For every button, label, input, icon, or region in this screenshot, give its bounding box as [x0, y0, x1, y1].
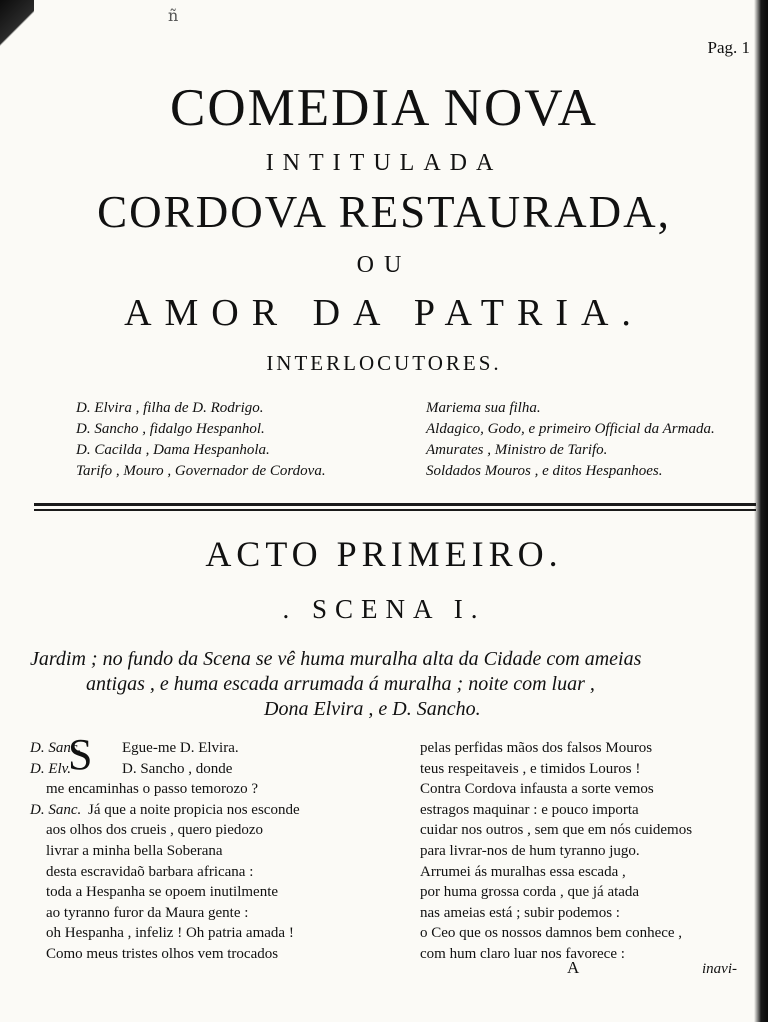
speaker-label: D. Elv. — [30, 760, 71, 777]
dialogue-line — [30, 841, 406, 862]
dialogue-line — [30, 759, 406, 780]
title-intitulada: INTITULADA — [265, 150, 503, 176]
drop-capital: S — [68, 730, 93, 779]
dialogue-line: cuidar nos outros , sem que em nós cuidemos — [420, 822, 693, 839]
cast-entry: Tarifo , Mouro , Governador de Cordova. — [76, 463, 326, 479]
dialogue-text: Como meus tristes olhos vem trocados — [46, 945, 279, 962]
stage-direction-line: Jardim ; no fundo da Scena se vê huma muralha alta da Cidade com ameias — [30, 648, 642, 670]
scene-heading: . SCENA I. — [282, 594, 486, 624]
cast-entry: Soldados Mouros , e ditos Hespanhoes. — [426, 463, 663, 479]
interlocutores-heading: INTERLOCUTORES. — [266, 351, 502, 375]
dialogue-text: aos olhos dos crueis , quero piedozo — [46, 822, 264, 839]
dialogue-line: Contra Cordova infausta a sorte vemos — [420, 781, 654, 798]
page-label: Pag. 1 — [707, 38, 750, 57]
cast-entry: D. Elvira , filha de D. Rodrigo. — [76, 400, 264, 416]
dialogue-line: Arrumei ás muralhas essa escada , — [420, 863, 626, 880]
title-ou: OU — [356, 252, 412, 278]
dialogue-line: por huma grossa corda , que já atada — [420, 884, 640, 901]
dialogue-line: o Ceo que os nossos damnos bem conhece , — [420, 925, 683, 942]
dialogue-line: pelas perfidas mãos dos falsos Mouros — [420, 740, 653, 756]
stage-direction-line: Dona Elvira , e D. Sancho. — [264, 698, 481, 720]
dialogue-line — [30, 903, 406, 924]
dialogue-text: livrar a minha bella Soberana — [46, 842, 223, 859]
dialogue-line — [30, 882, 406, 903]
cast-entry: Mariema sua filha. — [426, 400, 541, 416]
dialogue-line: para livrar-nos de hum tyranno jugo. — [420, 842, 640, 859]
dialogue-line — [30, 820, 406, 841]
dialogue-text: oh Hespanha , infeliz ! Oh patria amada ! — [46, 925, 294, 942]
cast-entry: Amurates , Ministro de Tarifo. — [426, 442, 608, 458]
divider-rule — [34, 509, 756, 511]
dialogue-text: toda a Hespanha se opoem inutilmente — [46, 884, 279, 901]
dialogue-line: nas ameias está ; subir podemos : — [420, 904, 620, 921]
cast-list-right — [426, 398, 761, 482]
title-amor-da-patria: AMOR DA PATRIA. — [124, 292, 644, 334]
catchword: inavi- — [702, 961, 737, 977]
signature-mark: A — [567, 958, 580, 977]
dialogue-text: me encaminhas o passo temorozo ? — [46, 781, 259, 798]
stage-direction-line: antigas , e huma escada arrumada á muralha ; noite com luar , — [86, 673, 595, 695]
cast-list-left — [76, 398, 406, 482]
dialogue-text: desta escravidaõ barbara africana : — [46, 863, 254, 880]
dialogue-line — [30, 944, 406, 965]
dialogue-text: Egue-me D. Elvira. — [122, 740, 239, 756]
dialogue-line — [30, 779, 406, 800]
divider-rule — [34, 503, 756, 506]
dialogue-column-right — [420, 738, 760, 965]
dialogue-line — [30, 862, 406, 883]
dialogue-line — [30, 923, 406, 944]
title-cordova-restaurada: CORDOVA RESTAURADA, — [97, 187, 671, 237]
dialogue-line: com hum claro luar nos favorece : — [420, 945, 625, 962]
dialogue-line — [30, 800, 406, 821]
dialogue-column-left — [30, 738, 406, 965]
dialogue-text: ao tyranno furor da Maura gente : — [46, 904, 249, 921]
act-heading: ACTO PRIMEIRO. — [205, 534, 563, 574]
cast-entry: D. Cacilda , Dama Hespanhola. — [76, 442, 270, 458]
dialogue-text: Já que a noite propicia nos esconde — [88, 801, 300, 818]
speaker-label: D. Sanc. — [30, 740, 82, 756]
cast-entry: D. Sancho , fidalgo Hespanhol. — [76, 421, 265, 437]
dialogue-line — [30, 738, 406, 759]
torn-corner — [0, 0, 34, 46]
dialogue-line: estragos maquinar : e pouco importa — [420, 801, 639, 818]
title-comedia-nova: COMEDIA NOVA — [170, 79, 598, 137]
dialogue-text: D. Sancho , donde — [122, 760, 233, 777]
cast-entry: Aldagico, Godo, e primeiro Official da Armada. — [426, 421, 715, 437]
dialogue-line: teus respeitaveis , e timidos Louros ! — [420, 760, 641, 777]
speaker-label: D. Sanc. — [30, 801, 82, 818]
margin-mark: ñ — [168, 6, 179, 25]
